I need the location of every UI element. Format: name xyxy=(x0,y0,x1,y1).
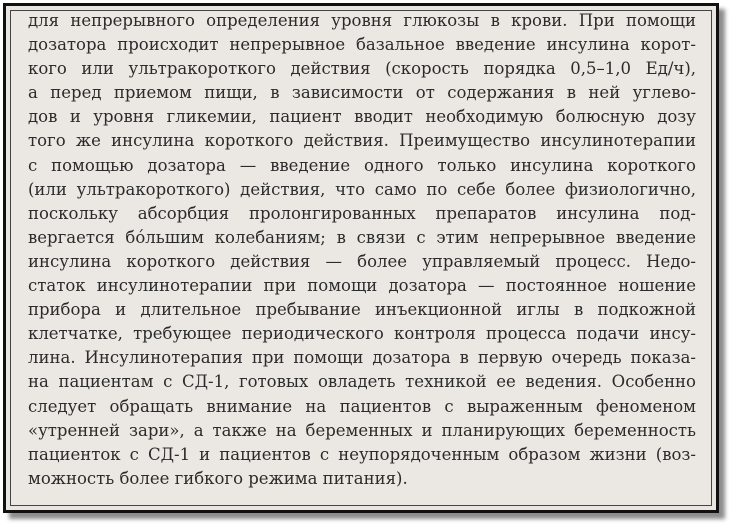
text-line: вергается бóльшим колебаниям; в связи с этим непрерывное введение xyxy=(28,227,696,247)
text-line: на пациентам с СД-1, готовых овладеть техникой ее ведения. Особенно xyxy=(28,372,696,392)
text-line: дозатора происходит непрерывное базальное введение инсулина корот- xyxy=(28,35,696,55)
text-line: инсулина короткого действия — более управляемый процесс. Недо- xyxy=(28,251,696,271)
text-line: статок инсулинотерапии при помощи дозатора — постоянное ношение xyxy=(28,276,696,296)
text-line: прибора и длительное пребывание инъекционной иглы в подкожной xyxy=(28,300,696,320)
text-line: пациенток с СД-1 и пациентов с неупорядоченным образом жизни (воз- xyxy=(28,444,696,464)
document-body xyxy=(28,9,696,491)
text-line: дов и уровня гликемии, пациент вводит необходимую болюсную дозу xyxy=(28,107,696,127)
text-line: лина. Инсулинотерапия при помощи дозатора в первую очередь показа- xyxy=(28,348,696,368)
text-line: можность более гибкого режима питания). xyxy=(28,468,408,488)
text-line: кого или ультракороткого действия (скорость порядка 0,5–1,0 Ед/ч), xyxy=(28,59,696,79)
text-line: следует обращать внимание на пациентов с выраженным феноменом xyxy=(28,396,696,416)
text-line: с помощью дозатора — введение одного только инсулина короткого xyxy=(28,155,696,175)
text-line: поскольку абсорбция пролонгированных препаратов инсулина под- xyxy=(28,203,696,223)
text-line: того же инсулина короткого действия. Преимущество инсулинотерапии xyxy=(28,131,696,151)
text-line: а перед приемом пищи, в зависимости от содержания в ней углево- xyxy=(28,83,696,103)
text-line: «утренней зари», а также на беременных и планирующих беременность xyxy=(28,420,696,440)
text-line: (или ультракороткого) действия, что само по себе более физиологично, xyxy=(28,179,696,199)
text-line: клетчатке, требующее периодического контроля процесса подачи инсу- xyxy=(28,324,696,344)
text-line: для непрерывного определения уровня глюкозы в крови. При помощи xyxy=(28,11,696,30)
